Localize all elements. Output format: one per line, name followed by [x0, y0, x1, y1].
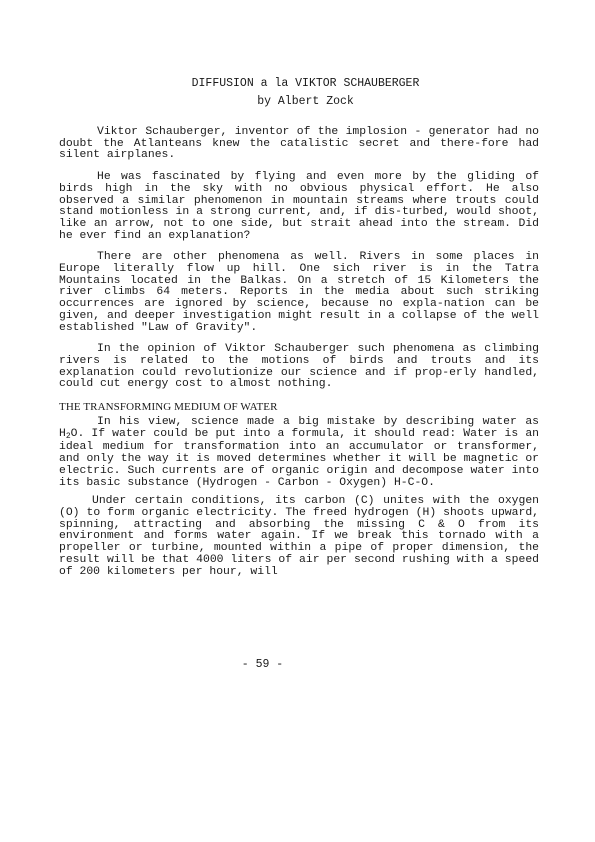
document-title: DIFFUSION a la VIKTOR SCHAUBERGER [191, 77, 420, 90]
water-formula-text-end: O. If water could be put into a formula, it should read: Water is an ideal medium for transformation into an accumulator or transformer, and only the way it is moved determines whether it will be magnetic or electric. Such currents are of organic origin and decompose water into its basic substance (Hydrogen - Carbon - Oxygen) H-C-O. [59, 427, 539, 489]
paragraph-organic-electricity: Under certain conditions, its carbon (C) unites with the oxygen (O) to form organic electricity. The freed hydrogen (H) shoots upward, spinning, attracting and absorbing the missing C & O from its environment and forms water again. If we break this tornado with a propeller or turbine, mounted within a pipe of proper dimension, the result will be that 4000 liters of air per second rushing with a speed of 200 kilometers per hour, will [59, 495, 539, 578]
water-formula-text-start: In his view, science made a big mistake by describing water as H [59, 416, 539, 440]
section-heading: THE TRANSFORMING MEDIUM OF WATER [59, 401, 278, 414]
paragraph-water-formula [59, 417, 539, 489]
document-body [59, 127, 539, 588]
document-author: by Albert Zock [257, 95, 354, 108]
paragraph-climbing-rivers: There are other phenomena as well. Rivers in some places in Europe literally flow up hill. One sich river is in the Tatra Mountains located in the Balkas. On a stretch of 15 Kilometers the river climbs 64 meters. Reports in the media about such striking occurrences are ignored by science, because no expla-nation can be given, and deeper investigation might result in a collapse of the well established "Law of Gravity". [59, 251, 539, 334]
page-number: - 59 - [241, 658, 284, 671]
paragraph-opinion: In the opinion of Viktor Schauberger such phenomena as climbing rivers is related to the motions of birds and trouts and its explanation could revolutionize our science and if prop-erly handled, could cut energy cost to almost nothing. [59, 343, 539, 391]
water-formula-subscript: 2 [65, 431, 71, 441]
paragraph-birds-trouts: He was fascinated by flying and even more by the gliding of birds high in the sky with no obvious physical effort. He also observed a similar phenomenon in mountain streams where trouts could stand motionless in a strong current, and, if dis-turbed, would shoot, like an arrow, not to one side, but strait ahead into the stream. Did he ever find an explanation? [59, 171, 539, 242]
paragraph-intro: Viktor Schauberger, inventor of the implosion - generator had no doubt the Atlanteans knew the catalistic secret and there-fore had silent airplanes. [59, 126, 539, 162]
